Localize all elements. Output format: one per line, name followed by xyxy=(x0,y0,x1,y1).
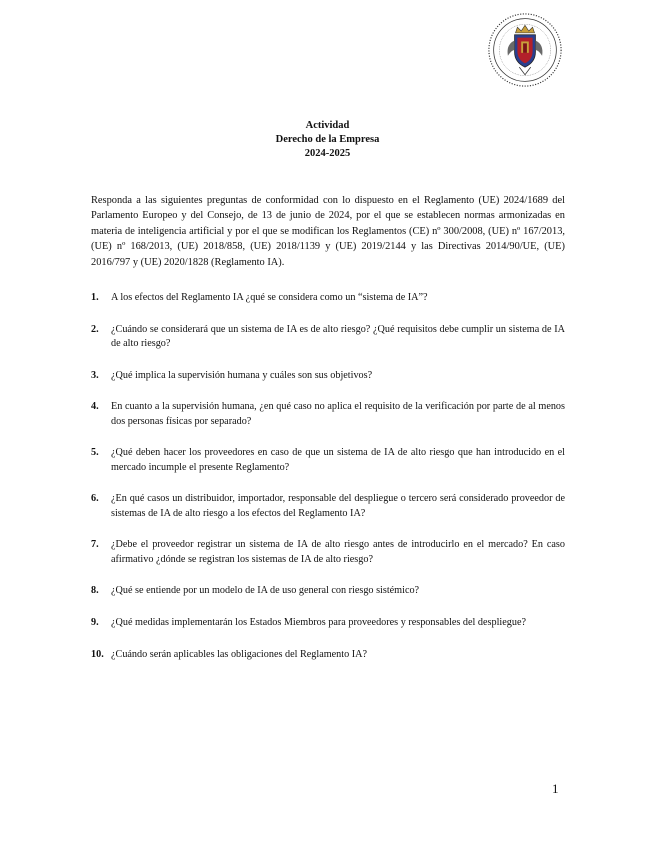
academic-year: 2024-2025 xyxy=(304,148,351,159)
question-text: ¿Cuándo se considerará que un sistema de IA es de alto riesgo? ¿Qué requisitos debe cumplir un sistema de IA de alto riesgo? xyxy=(111,323,565,349)
question-number: 9. xyxy=(91,616,99,628)
question-number: 5. xyxy=(91,447,99,459)
page-number: 1 xyxy=(552,781,559,796)
question-number: 6. xyxy=(91,493,99,505)
course-title: Derecho de la Empresa xyxy=(275,134,380,145)
question-item xyxy=(91,400,565,429)
question-number: 10. xyxy=(91,648,104,660)
question-number: 3. xyxy=(91,369,99,381)
university-seal-icon xyxy=(487,12,563,88)
question-item xyxy=(91,648,565,662)
question-item xyxy=(91,291,565,305)
question-list xyxy=(91,291,565,679)
question-text: ¿Qué deben hacer los proveedores en caso de que un sistema de IA de alto riesgo que han introducido en el mercado incumple el presente Reglamento? xyxy=(111,447,565,473)
document-heading xyxy=(0,119,655,161)
question-item xyxy=(91,446,565,475)
question-item xyxy=(91,492,565,521)
question-number: 8. xyxy=(91,585,99,597)
question-number: 4. xyxy=(91,401,99,413)
activity-title: Actividad xyxy=(305,120,350,131)
question-text: ¿En qué casos un distribuidor, importador, responsable del despliegue o tercero será considerado proveedor de sistemas de IA de alto riesgo a los efectos del Reglamento IA? xyxy=(111,493,565,519)
question-item xyxy=(91,584,565,598)
question-text: ¿Qué medidas implementarán los Estados Miembros para proveedores y responsables del despliegue? xyxy=(111,616,527,628)
question-text: A los efectos del Reglamento IA ¿qué se considera como un “sistema de IA”? xyxy=(111,292,428,303)
question-text: ¿Debe el proveedor registrar un sistema de IA de alto riesgo antes de introducirlo en el mercado? En caso afirmativo ¿dónde se registran los sistemas de IA de alto riesgo? xyxy=(111,539,565,565)
question-text: ¿Qué se entiende por un modelo de IA de uso general con riesgo sistémico? xyxy=(111,585,420,597)
question-text: ¿Qué implica la supervisión humana y cuáles son sus objetivos? xyxy=(111,369,373,381)
intro-paragraph: Responda a las siguientes preguntas de conformidad con lo dispuesto en el Reglamento (UE) 2024/1689 del Parlamento Europeo y del Consejo, de 13 de junio de 2024, por el que se establecen normas armonizadas en materia de inteligencia artificial y por el que se modifican los Reglamentos (CE) nº 300/2008, (UE) nº 167/2013, (UE) nº 168/2013, (UE) 2018/858, (UE) 2018/1139 y (UE) 2019/2144 y las Directivas 2014/90/UE, (UE) 2016/797 y (UE) 2020/1828 (Reglamento IA). xyxy=(91,195,565,268)
question-item xyxy=(91,538,565,567)
question-text: En cuanto a la supervisión humana, ¿en qué caso no aplica el requisito de la verificación por parte de al menos dos personas físicas por separado? xyxy=(111,401,565,427)
question-item xyxy=(91,323,565,352)
question-item xyxy=(91,369,565,383)
question-item xyxy=(91,616,565,630)
question-number: 1. xyxy=(91,292,99,303)
question-number: 7. xyxy=(91,539,99,551)
question-number: 2. xyxy=(91,323,99,335)
question-text: ¿Cuándo serán aplicables las obligaciones del Reglamento IA? xyxy=(111,648,368,660)
